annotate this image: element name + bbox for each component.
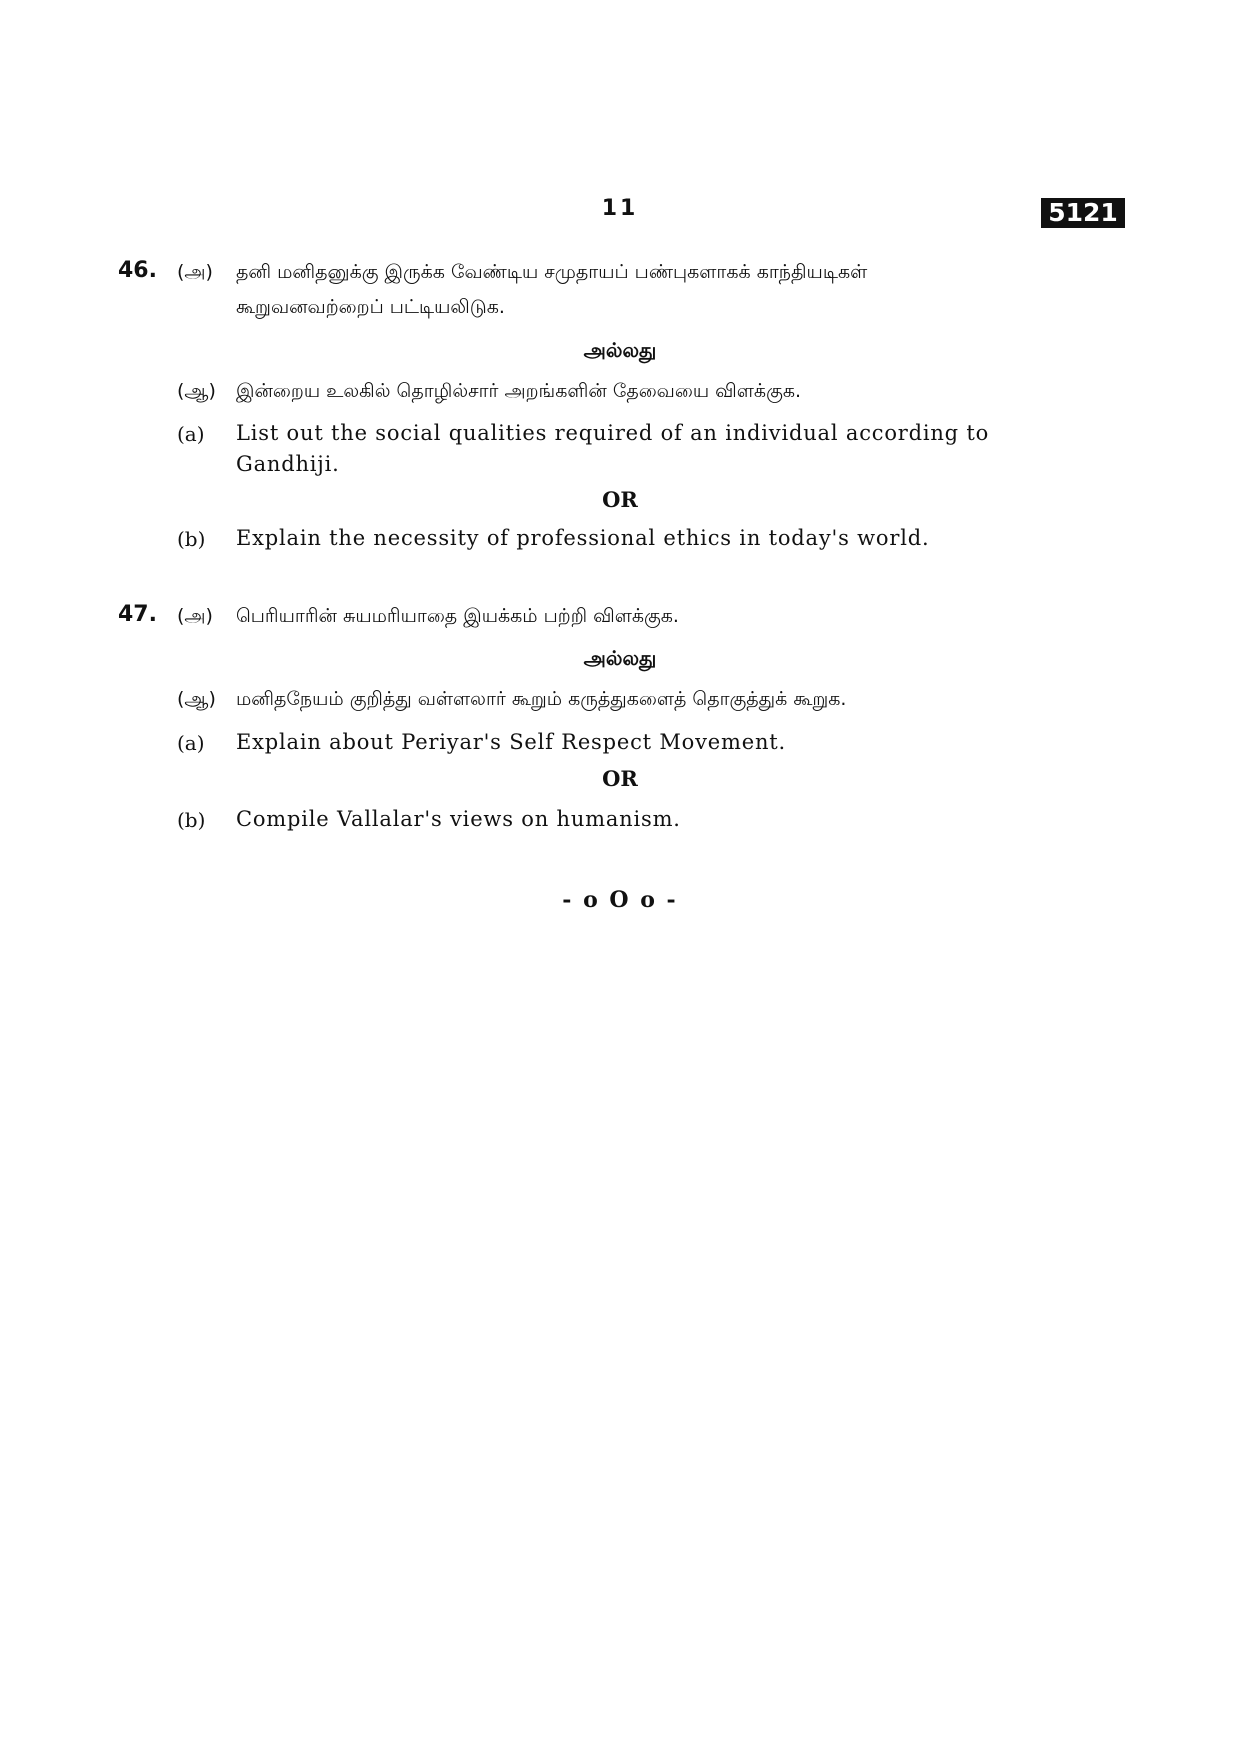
- tamil-option-b-label: (ஆ): [177, 688, 216, 710]
- tamil-option-a-text: தனி மனிதனுக்கு இருக்க வேண்டிய சமுதாயப் பண்புகளாகக் காந்தியடிகள்: [236, 261, 868, 283]
- tamil-option-a-label: (அ): [177, 261, 213, 283]
- or-separator-tamil: அல்லது: [583, 338, 657, 362]
- english-option-b-text: Explain the necessity of professional ethics in today's world.: [236, 526, 930, 550]
- tamil-option-a-text: பெரியாரின் சுயமரியாதை இயக்கம் பற்றி விளக்குக.: [236, 605, 679, 627]
- tamil-option-b-text: இன்றைய உலகில் தொழில்சார் அறங்களின் தேவையை விளக்குக.: [236, 380, 802, 402]
- page-number: 11: [601, 196, 639, 221]
- english-option-b-label: (b): [177, 527, 206, 551]
- english-option-a-label: (a): [177, 731, 205, 755]
- paper-code-badge: 5121: [1041, 198, 1125, 228]
- end-of-paper-mark: - o O o -: [562, 887, 678, 913]
- tamil-option-b-text: மனிதநேயம் குறித்து வள்ளலார் கூறும் கருத்துகளைத் தொகுத்துக் கூறுக.: [236, 688, 847, 710]
- english-option-a-text: List out the social qualities required of an individual according to: [236, 421, 990, 445]
- english-option-a-text-cont: Gandhiji.: [236, 452, 340, 476]
- tamil-option-a-label: (அ): [177, 605, 213, 627]
- english-option-a-text: Explain about Periyar's Self Respect Movement.: [236, 730, 786, 754]
- english-option-b-label: (b): [177, 808, 206, 832]
- or-separator-tamil: அல்லது: [583, 646, 657, 670]
- tamil-option-b-label: (ஆ): [177, 380, 216, 402]
- or-separator-english: OR: [602, 487, 638, 512]
- tamil-option-a-text-cont: கூறுவனவற்றைப் பட்டியலிடுக.: [236, 296, 505, 318]
- question-number: 47.: [118, 602, 157, 627]
- or-separator-english: OR: [602, 766, 638, 791]
- question-number: 46.: [118, 258, 157, 283]
- english-option-b-text: Compile Vallalar's views on humanism.: [236, 807, 681, 831]
- english-option-a-label: (a): [177, 422, 205, 446]
